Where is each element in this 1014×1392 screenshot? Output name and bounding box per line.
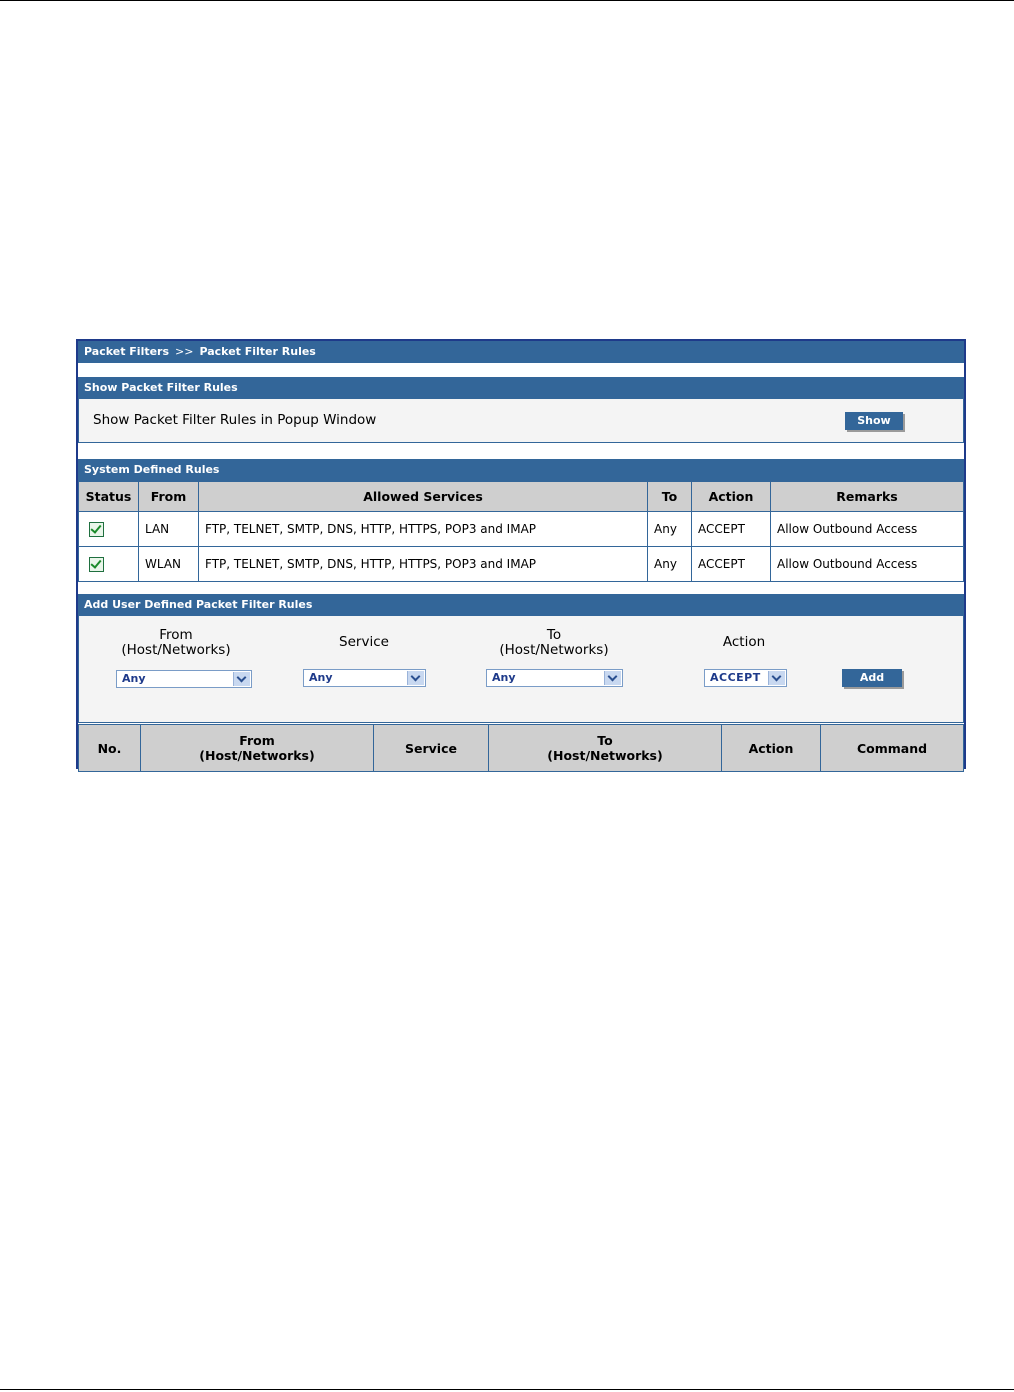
col-user-command: Command [821,725,964,772]
from-label-line1: From [159,627,193,643]
add-rules-section [78,594,964,723]
col-status: Status [79,482,139,512]
from-select[interactable] [116,670,252,688]
col-user-action: Action [722,725,821,772]
chevron-down-icon[interactable] [768,671,785,685]
status-checkbox[interactable] [89,557,104,572]
col-no: No. [79,725,141,772]
col-user-to-line1: To [597,733,613,748]
remarks-cell: Allow Outbound Access [771,512,964,547]
to-label-line2: (Host/Networks) [499,642,609,658]
action-select-value: ACCEPT [710,671,761,684]
action-cell: ACCEPT [692,547,771,582]
page-bottom-rule [0,1389,1014,1390]
service-field-label: Service [339,634,389,650]
from-label-line2: (Host/Networks) [121,642,231,658]
action-select[interactable] [704,669,787,687]
to-select-value: Any [492,671,516,684]
col-user-from-line1: From [239,733,275,748]
page-top-rule [0,0,1014,1]
system-rules-section [78,459,964,582]
system-rules-header-row [79,482,964,512]
service-select[interactable] [303,669,426,687]
action-field-label: Action [722,634,766,650]
to-select[interactable] [486,669,623,687]
show-rules-description: Show Packet Filter Rules in Popup Window [93,412,377,428]
col-from: From [139,482,199,512]
user-rules-table [78,724,964,772]
add-rules-title: Add User Defined Packet Filter Rules [78,594,964,616]
from-cell: LAN [139,512,199,547]
show-button[interactable]: Show [845,412,903,430]
show-rules-title: Show Packet Filter Rules [78,377,964,399]
breadcrumb-separator: >> [175,345,194,358]
col-user-from-line2: (Host/Networks) [199,748,315,763]
col-user-service: Service [374,725,489,772]
chevron-down-icon[interactable] [407,671,424,685]
breadcrumb-parent[interactable]: Packet Filters [84,345,170,358]
col-remarks: Remarks [771,482,964,512]
from-cell: WLAN [139,547,199,582]
system-rules-table [78,481,964,582]
table-row [79,547,964,582]
service-select-value: Any [309,671,333,684]
user-rules-section [78,724,964,772]
table-row [79,512,964,547]
col-user-from [141,725,374,772]
action-cell: ACCEPT [692,512,771,547]
from-field-label [111,628,241,658]
chevron-down-icon[interactable] [604,671,621,685]
to-cell: Any [648,547,692,582]
breadcrumb [78,341,964,363]
chevron-down-icon[interactable] [233,672,250,686]
breadcrumb-current: Packet Filter Rules [199,345,316,358]
user-rules-header-row [79,725,964,772]
to-label-line1: To [546,627,562,643]
to-cell: Any [648,512,692,547]
remarks-cell: Allow Outbound Access [771,547,964,582]
to-field-label [489,628,619,658]
col-action: Action [692,482,771,512]
services-cell: FTP, TELNET, SMTP, DNS, HTTP, HTTPS, POP3 and IMAP [199,547,648,582]
services-cell: FTP, TELNET, SMTP, DNS, HTTP, HTTPS, POP3 and IMAP [199,512,648,547]
col-to: To [648,482,692,512]
show-rules-body [78,399,964,443]
packet-filter-panel [76,339,966,769]
col-user-to [489,725,722,772]
status-cell [79,512,139,547]
add-rules-form [78,616,964,723]
add-button[interactable]: Add [842,669,902,687]
from-select-value: Any [122,672,146,685]
col-user-to-line2: (Host/Networks) [547,748,663,763]
system-rules-title: System Defined Rules [78,459,964,481]
status-checkbox[interactable] [89,522,104,537]
col-allowed-services: Allowed Services [199,482,648,512]
status-cell [79,547,139,582]
show-rules-section [78,377,964,443]
